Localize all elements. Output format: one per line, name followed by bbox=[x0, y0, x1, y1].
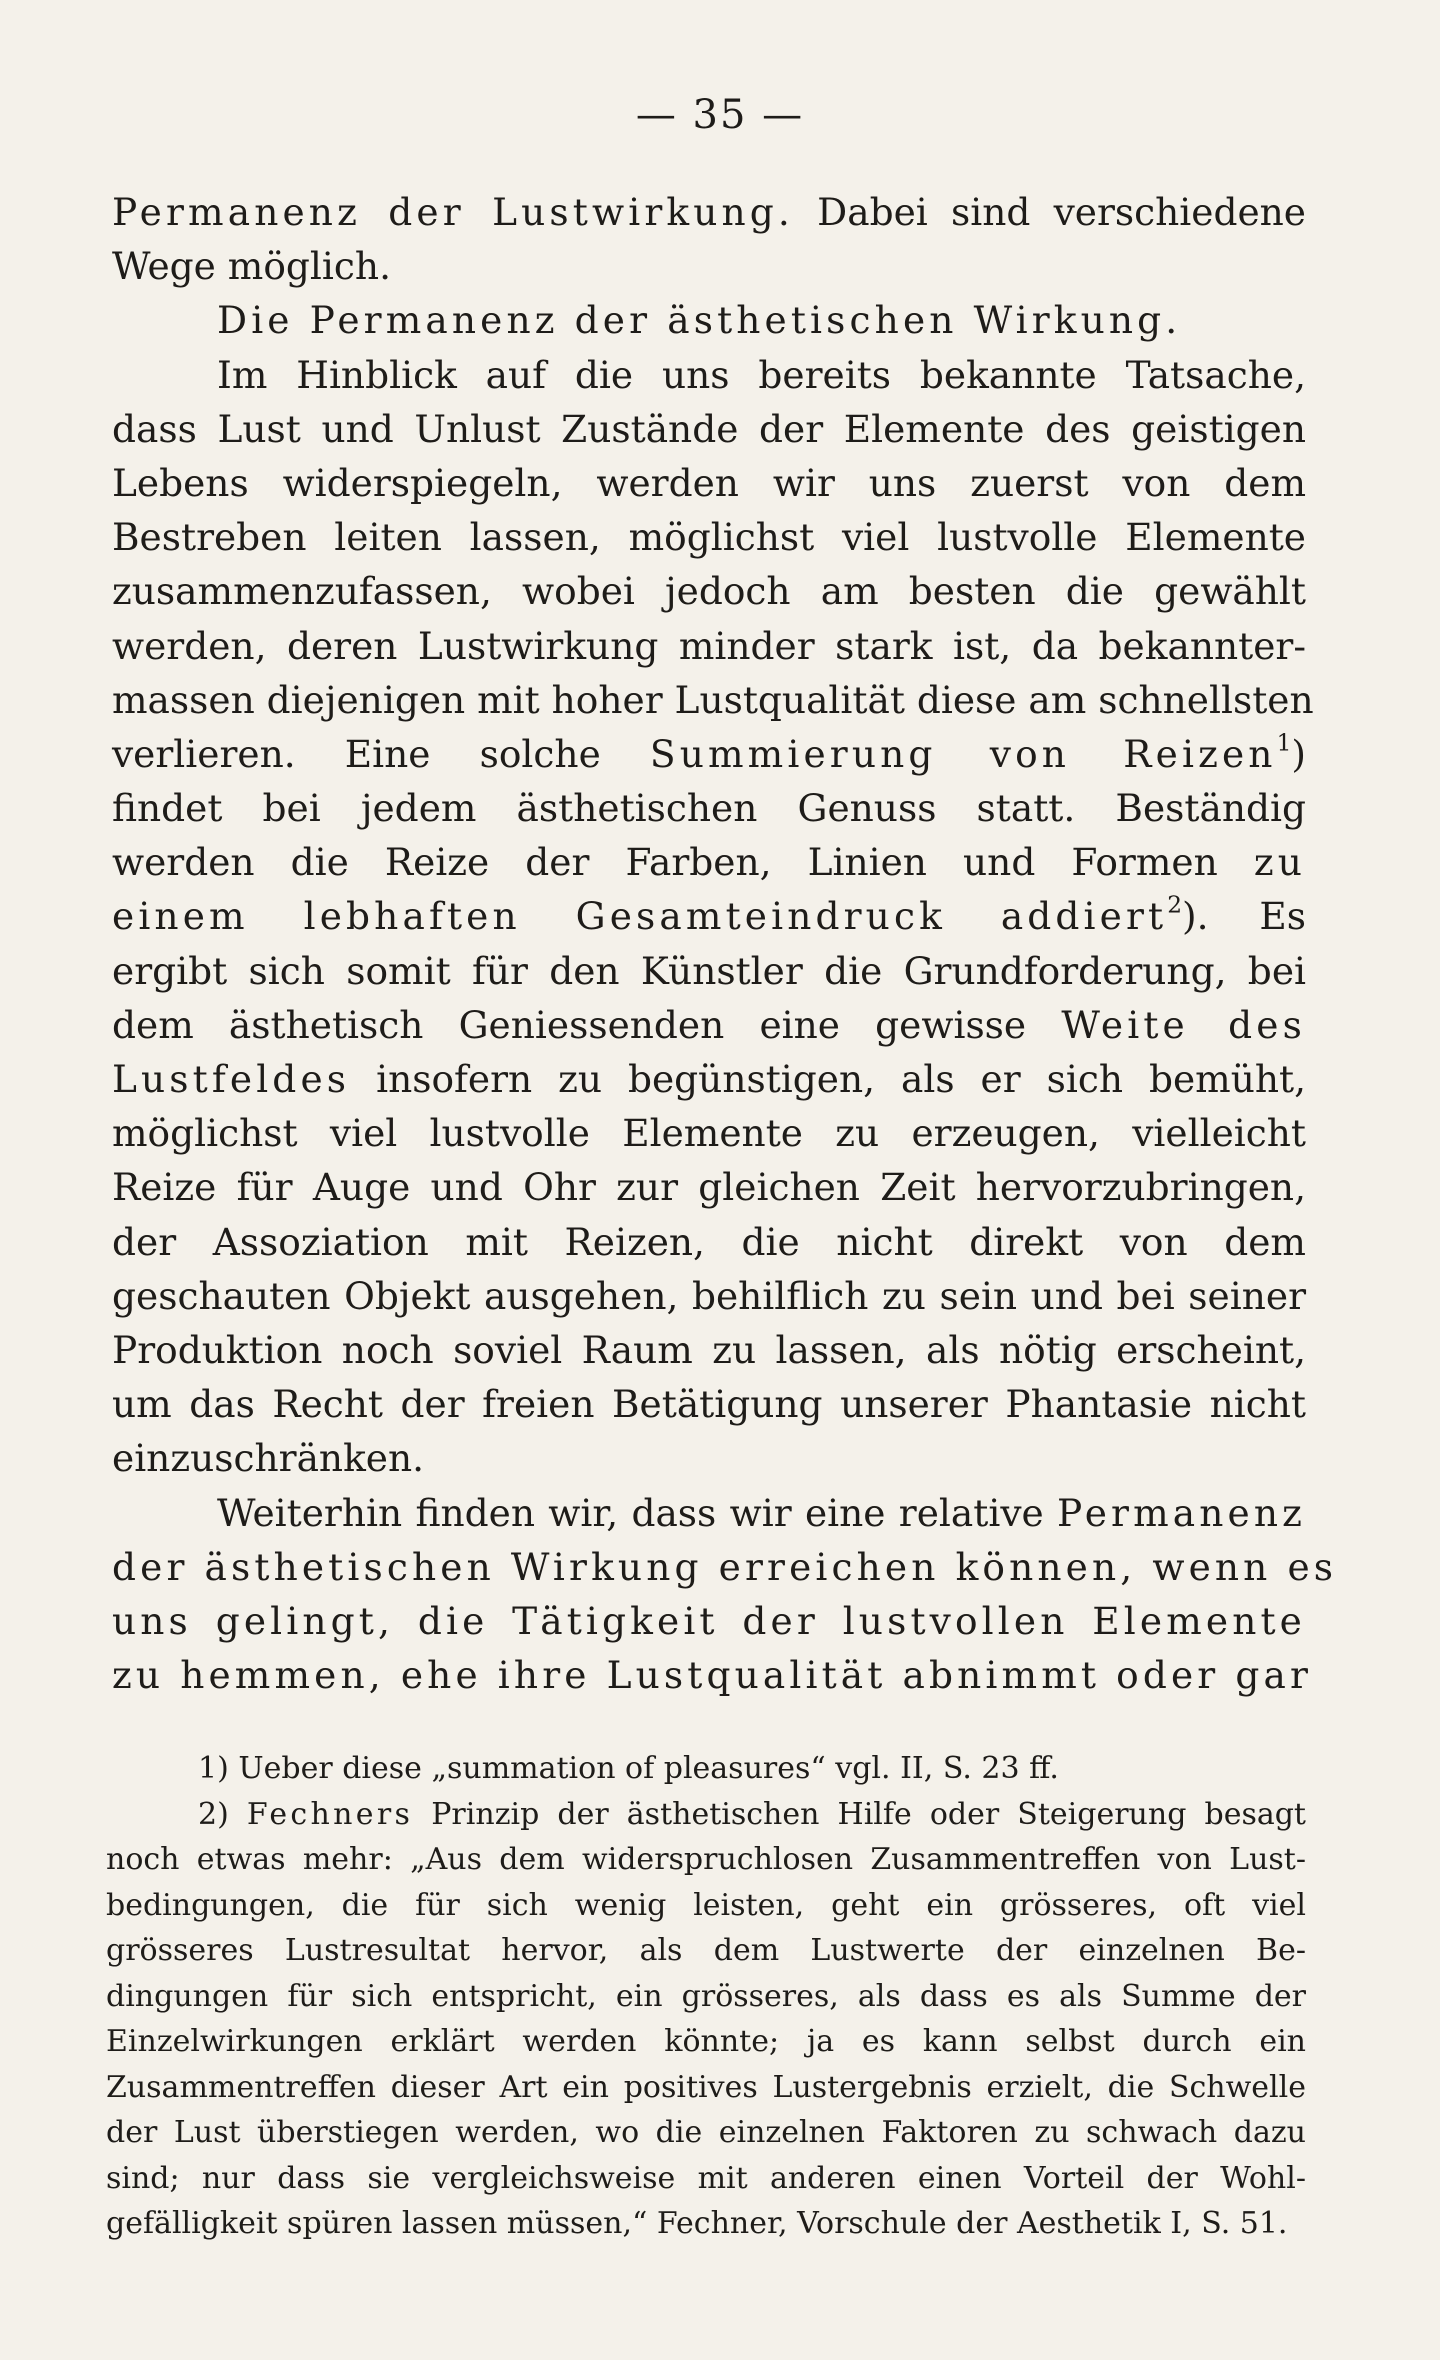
spaced-term: einem lebhaften Gesamteindruck addiert bbox=[112, 894, 1168, 939]
footnote-line: noch etwas mehr: „Aus dem widerspruchlosen Zusammentreffen von Lust- bbox=[106, 1842, 1306, 1877]
text-line: Lustfeldes insofern zu begünstigen, als er sich bemüht, bbox=[112, 1057, 1306, 1101]
text-line: Weiterhin finden wir, dass wir eine relative Permanenz bbox=[217, 1490, 1306, 1535]
text-line: findet bei jedem ästhetischen Genuss statt. Beständig bbox=[112, 786, 1306, 831]
footnote-line: Einzelwirkungen erklärt werden könnte; ja es kann selbst durch ein bbox=[106, 2024, 1306, 2059]
text-line: dem ästhetisch Geniessenden eine gewisse Weite des bbox=[112, 1002, 1306, 1047]
footnote-line: Zusammentreffen dieser Art ein positives Lustergebnis erzielt, die Schwelle bbox=[106, 2069, 1306, 2105]
footnote-2: 2) Fechners Prinzip der ästhetischen Hilfe oder Steigerung besagt bbox=[198, 1796, 1306, 1832]
footnote-line: bedingungen, die für sich wenig leisten, geht ein grösseres, oft viel bbox=[106, 1887, 1306, 1923]
text-line: Permanenz der Lustwirkung. Dabei sind verschiedene bbox=[112, 190, 1306, 234]
text-line: zu hemmen, ehe ihre Lustqualität abnimmt oder gar bbox=[112, 1653, 1313, 1698]
text-line: der ästhetischen Wirkung erreichen können, wenn es bbox=[112, 1544, 1338, 1589]
text-line: Wege möglich. bbox=[112, 244, 391, 289]
text-line: Lebens widerspiegeln, werden wir uns zuerst von dem bbox=[112, 460, 1306, 505]
text-line: uns gelingt, die Tätigkeit der lustvollen Elemente bbox=[112, 1598, 1306, 1643]
text-line: zusammenzufassen, wobei jedoch am besten die gewählt bbox=[112, 569, 1306, 614]
footnote-line: grösseres Lustresultat hervor, als dem Lustwerte der einzelnen Be- bbox=[106, 1933, 1306, 1968]
footnote-line: der Lust überstiegen werden, wo die einzelnen Faktoren zu schwach dazu bbox=[106, 2115, 1306, 2150]
spaced-term: Lustfeldes bbox=[112, 1057, 351, 1101]
footnote-line: gefälligkeit spüren lassen müssen,“ Fechner, Vorschule der Aesthetik I, S. 51. bbox=[106, 2206, 1288, 2241]
text-line: der Assoziation mit Reizen, die nicht direkt von dem bbox=[112, 1219, 1306, 1264]
spaced-term: Summierung von Reizen bbox=[649, 731, 1277, 776]
text-line: Im Hinblick auf die uns bereits bekannte Tatsache, bbox=[217, 352, 1306, 397]
text-line: einzuschränken. bbox=[112, 1436, 425, 1481]
body-text bbox=[112, 185, 1338, 1702]
text-line: Bestreben leiten lassen, möglichst viel lustvolle Elemente bbox=[112, 515, 1306, 560]
footnote-1: 1) Ueber diese „summation of pleasures“ vgl. II, S. 23 ff. bbox=[198, 1751, 1059, 1786]
footnote-line: dingungen für sich entspricht, ein grösseres, als dass es als Summe der bbox=[106, 1978, 1306, 2014]
footnote-line: sind; nur dass sie vergleichsweise mit anderen einen Vorteil der Wohl- bbox=[106, 2160, 1306, 2196]
footnote-ref-2: 2 bbox=[1167, 892, 1183, 920]
text-line: dass Lust und Unlust Zustände der Elemente des geistigen bbox=[112, 406, 1306, 451]
spaced-term: zu bbox=[1253, 840, 1306, 885]
spaced-term: Permanenz der Lustwirkung. bbox=[112, 190, 794, 234]
page-number: — 35 — bbox=[635, 92, 805, 138]
text-line: möglichst viel lustvolle Elemente zu erzeugen, vielleicht bbox=[112, 1111, 1306, 1156]
text-line: geschauten Objekt ausgehen, behilflich zu sein und bei seiner bbox=[112, 1273, 1306, 1318]
text-line: Produktion noch soviel Raum zu lassen, als nötig erscheint, bbox=[112, 1327, 1306, 1372]
text-line: um das Recht der freien Betätigung unserer Phantasie nicht bbox=[112, 1382, 1306, 1427]
footnotes bbox=[106, 1746, 1306, 2247]
text-line: werden die Reize der Farben, Linien und Formen zu bbox=[112, 840, 1306, 885]
spaced-term: Permanenz bbox=[1057, 1490, 1306, 1535]
section-heading: Die Permanenz der ästhetischen Wirkung. bbox=[217, 298, 1182, 343]
spaced-term: Weite des bbox=[1061, 1002, 1306, 1047]
footnote-ref-1: 1 bbox=[1276, 729, 1292, 757]
text-line: massen diejenigen mit hoher Lustqualität diese am schnellsten bbox=[112, 677, 1314, 722]
text-line: verlieren. Eine solche Summierung von Reizen$^1$) bbox=[112, 729, 1306, 776]
text-line: werden, deren Lustwirkung minder stark ist, da bekannter- bbox=[112, 623, 1306, 668]
text-line: ergibt sich somit für den Künstler die Grundforderung, bei bbox=[112, 948, 1306, 993]
text-line: Reize für Auge und Ohr zur gleichen Zeit hervorzubringen, bbox=[112, 1165, 1306, 1210]
text-line: einem lebhaften Gesamteindruck addiert$^2$). Es bbox=[112, 892, 1306, 939]
spaced-term: Fechners bbox=[246, 1796, 414, 1832]
